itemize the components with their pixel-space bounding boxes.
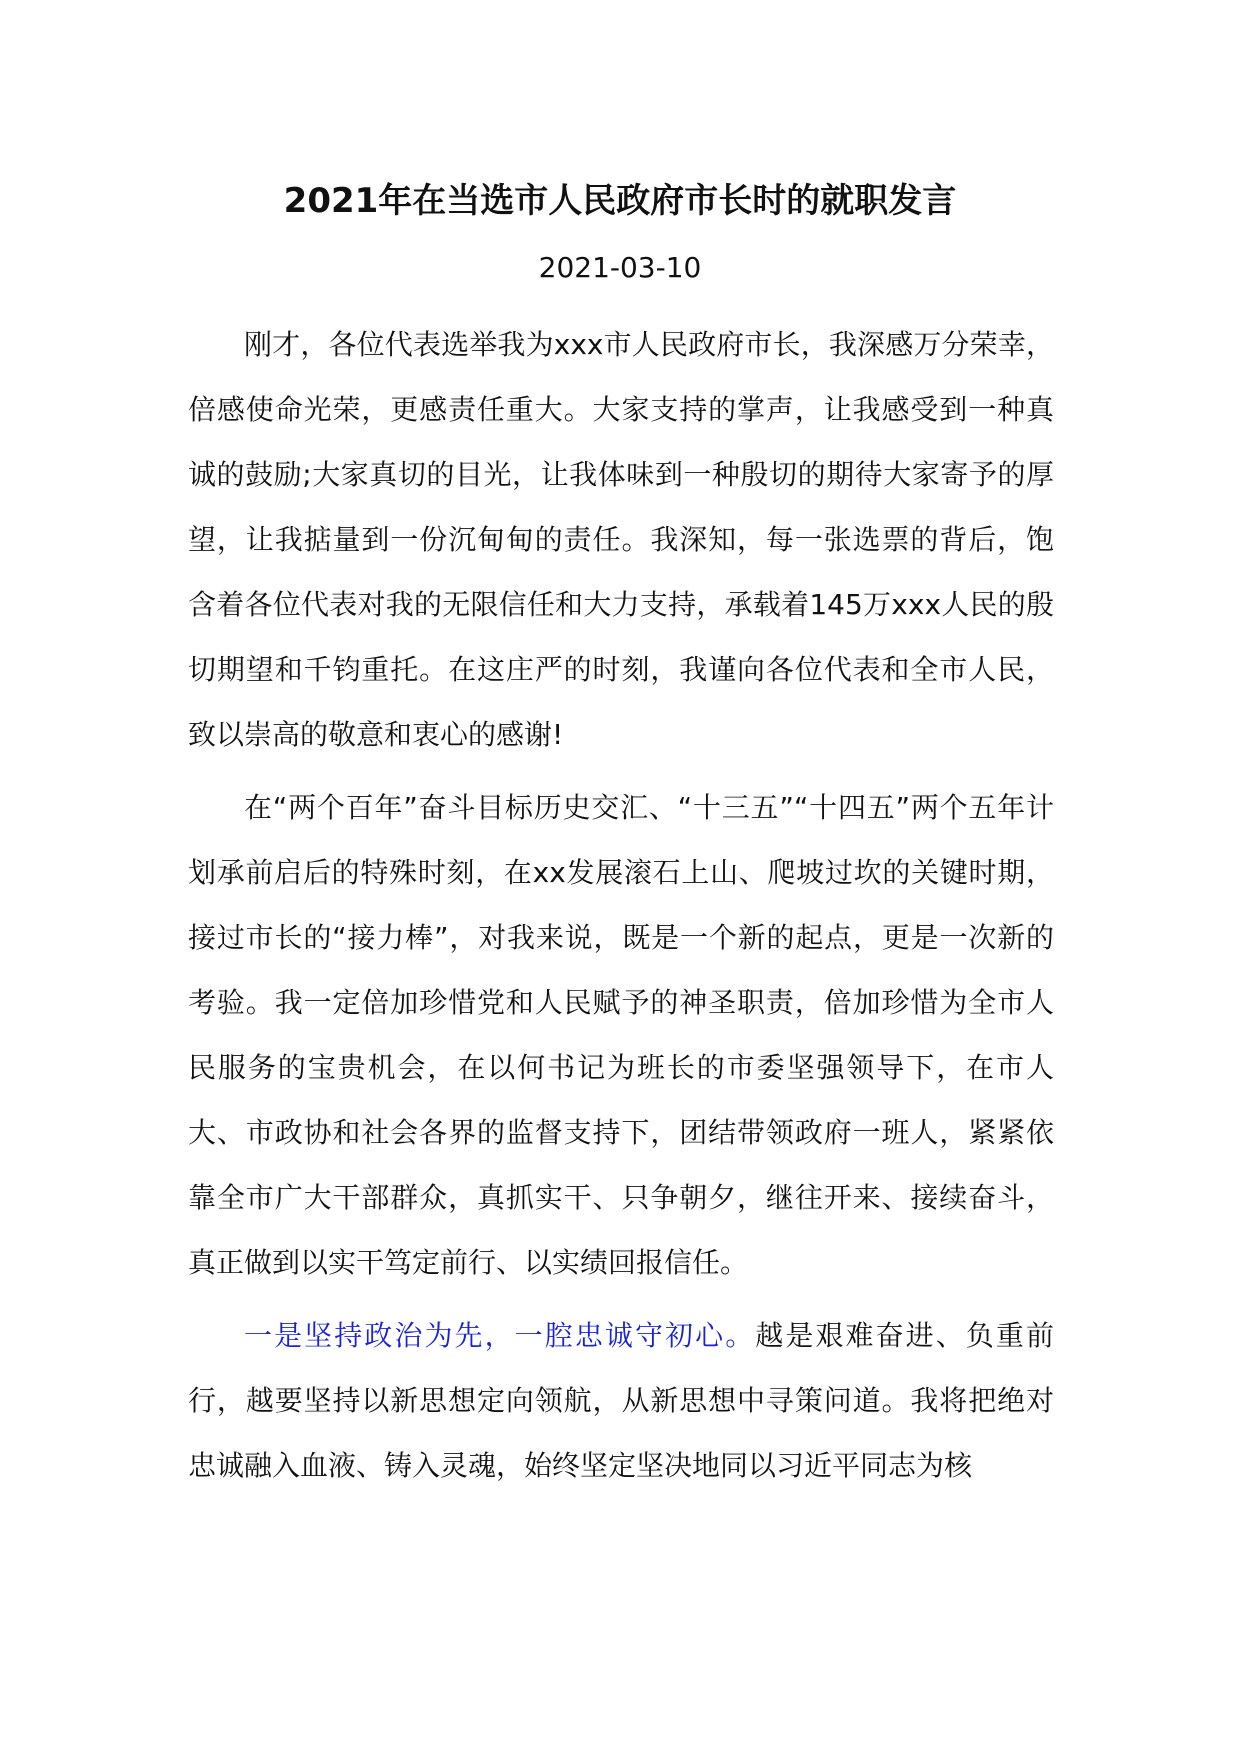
paragraph-1-text: 刚才，各位代表选举我为xxx市人民政府市长，我深感万分荣幸，倍感使命光荣，更感责任重大。大家支持的掌声，让我感受到一种真诚的鼓励;大家真切的目光，让我体味到一种殷切的期待大家寄予的厚望，让我掂量到一份沉甸甸的责任。我深知，每一张选票的背后，饱含着各位代表对我的无限信任和大力支持，承载着145万xxx人民的殷切期望和千钧重托。在这庄严的时刻，我谨向各位代表和全市人民，致以崇高的敬意和衷心的感谢!: [188, 328, 1054, 751]
paragraph-3-text: 越是艰难奋进、负重前行，越要坚持以新思想定向领航，从新思想中寻策问道。我将把绝对忠诚融入血液、铸入灵魂，始终坚定坚决地同以习近平同志为核: [188, 1319, 1054, 1482]
paragraph-3-heading: 一是坚持政治为先，一腔忠诚守初心。: [244, 1319, 756, 1352]
document-date: 2021-03-10: [538, 251, 702, 284]
document-title: 2021年在当选市人民政府市长时的就职发言: [283, 181, 957, 221]
paragraph-1: [188, 312, 1054, 767]
paragraph-3: [188, 1303, 1054, 1498]
paragraph-2: [188, 775, 1054, 1295]
paragraph-2-text: 在“两个百年”奋斗目标历史交汇、“十三五”“十四五”两个五年计划承前启后的特殊时刻，在xx发展滚石上山、爬坡过坎的关键时期，接过市长的“接力棒”，对我来说，既是一个新的起点，更是一次新的考验。我一定倍加珍惜党和人民赋予的神圣职责，倍加珍惜为全市人民服务的宝贵机会，在以何书记为班长的市委坚强领导下，在市人大、市政协和社会各界的监督支持下，团结带领政府一班人，紧紧依靠全市广大干部群众，真抓实干、只争朝夕，继往开来、接续奋斗，真正做到以实干笃定前行、以实绩回报信任。: [188, 791, 1054, 1279]
document-body: [188, 312, 1054, 1498]
